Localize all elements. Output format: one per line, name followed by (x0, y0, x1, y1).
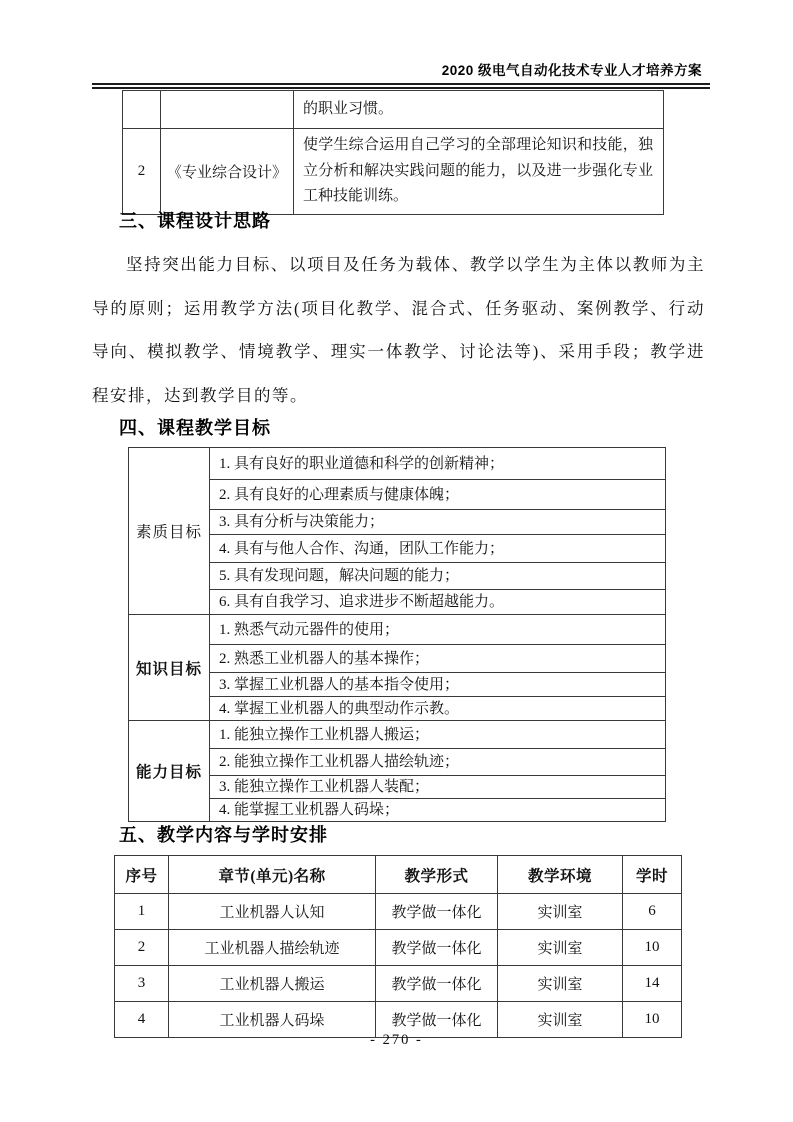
schedule-env-cell: 实训室 (498, 1002, 623, 1038)
table-row (129, 776, 666, 799)
goal-item: 4. 能掌握工业机器人码垛； (210, 799, 666, 822)
schedule-no-cell: 2 (115, 930, 169, 966)
table-row (129, 563, 666, 590)
course-desc-cell: 的职业习惯。 (294, 91, 664, 129)
col-header-unit-name: 章节(单元)名称 (169, 856, 376, 894)
table-header-row (115, 856, 682, 894)
schedule-unit-cell: 工业机器人认知 (169, 894, 376, 930)
header-rule (92, 83, 710, 89)
table-row (123, 129, 664, 215)
goal-category-knowledge: 知识目标 (129, 615, 210, 721)
page-header-title: 2020 级电气自动化技术专业人才培养方案 (441, 63, 702, 78)
table-row (129, 480, 666, 510)
course-desc-cell: 使学生综合运用自己学习的全部理论知识和技能，独立分析和解决实践问题的能力，以及进一步强化专业工种技能训练。 (294, 129, 664, 215)
goal-item: 5. 具有发现问题，解决问题的能力； (210, 563, 666, 590)
table-row (129, 721, 666, 749)
table-row (129, 673, 666, 697)
schedule-hours-cell: 10 (623, 930, 682, 966)
schedule-form-cell: 教学做一体化 (376, 894, 498, 930)
table-row (129, 799, 666, 822)
section3-paragraph: 坚持突出能力目标、以项目及任务为载体、教学以学生为主体以教师为主导的原则；运用教学方法(项目化教学、混合式、任务驱动、案例教学、行动导向、模拟教学、情境教学、理实一体教学、讨论法等)、采用手段；教学进程安排，达到教学目的等。 (92, 255, 705, 405)
col-header-environment: 教学环境 (498, 856, 623, 894)
table-row (129, 510, 666, 535)
table-row (129, 590, 666, 615)
schedule-unit-cell: 工业机器人描绘轨迹 (169, 930, 376, 966)
schedule-env-cell: 实训室 (498, 966, 623, 1002)
table-row (129, 615, 666, 645)
schedule-hours-cell: 6 (623, 894, 682, 930)
table-row (115, 966, 682, 1002)
table-row (129, 697, 666, 721)
goal-item: 1. 能独立操作工业机器人搬运； (210, 721, 666, 749)
col-header-form: 教学形式 (376, 856, 498, 894)
schedule-hours-cell: 10 (623, 1002, 682, 1038)
table-row (115, 930, 682, 966)
schedule-no-cell: 3 (115, 966, 169, 1002)
course-name-cell (161, 91, 294, 129)
schedule-unit-cell: 工业机器人搬运 (169, 966, 376, 1002)
table-row (129, 535, 666, 563)
goal-item: 4. 具有与他人合作、沟通，团队工作能力； (210, 535, 666, 563)
schedule-env-cell: 实训室 (498, 894, 623, 930)
col-header-hours: 学时 (623, 856, 682, 894)
goal-item: 1. 熟悉气动元器件的使用； (210, 615, 666, 645)
section3-heading: 三、课程设计思路 (119, 211, 271, 231)
teaching-schedule-table (114, 855, 682, 1038)
goal-item: 2. 熟悉工业机器人的基本操作； (210, 645, 666, 673)
table-row (129, 448, 666, 480)
page-number: - 270 - (370, 1032, 423, 1048)
schedule-no-cell: 4 (115, 1002, 169, 1038)
goal-category-quality: 素质目标 (129, 448, 210, 615)
table-row (115, 894, 682, 930)
goal-item: 3. 能独立操作工业机器人装配； (210, 776, 666, 799)
schedule-unit-cell: 工业机器人码垛 (169, 1002, 376, 1038)
section5-heading: 五、教学内容与学时安排 (119, 825, 328, 845)
schedule-form-cell: 教学做一体化 (376, 930, 498, 966)
table-row (123, 91, 664, 129)
schedule-form-cell: 教学做一体化 (376, 1002, 498, 1038)
course-name-cell: 《专业综合设计》 (161, 129, 294, 215)
schedule-hours-cell: 14 (623, 966, 682, 1002)
goal-item: 2. 具有良好的心理素质与健康体魄； (210, 480, 666, 510)
goal-item: 2. 能独立操作工业机器人描绘轨迹； (210, 749, 666, 776)
table-row (129, 749, 666, 776)
goal-item: 3. 掌握工业机器人的基本指令使用； (210, 673, 666, 697)
goal-item: 4. 掌握工业机器人的典型动作示教。 (210, 697, 666, 721)
section4-heading: 四、课程教学目标 (119, 418, 271, 438)
course-table-continued (122, 90, 664, 215)
col-header-no: 序号 (115, 856, 169, 894)
schedule-no-cell: 1 (115, 894, 169, 930)
course-no-cell (123, 91, 161, 129)
goal-item: 1. 具有良好的职业道德和科学的创新精神； (210, 448, 666, 480)
course-goals-table (128, 447, 666, 822)
schedule-form-cell: 教学做一体化 (376, 966, 498, 1002)
goal-item: 6. 具有自我学习、追求进步不断超越能力。 (210, 590, 666, 615)
goal-category-ability: 能力目标 (129, 721, 210, 822)
goal-item: 3. 具有分析与决策能力； (210, 510, 666, 535)
course-no-cell: 2 (123, 129, 161, 215)
schedule-env-cell: 实训室 (498, 930, 623, 966)
table-row (129, 645, 666, 673)
